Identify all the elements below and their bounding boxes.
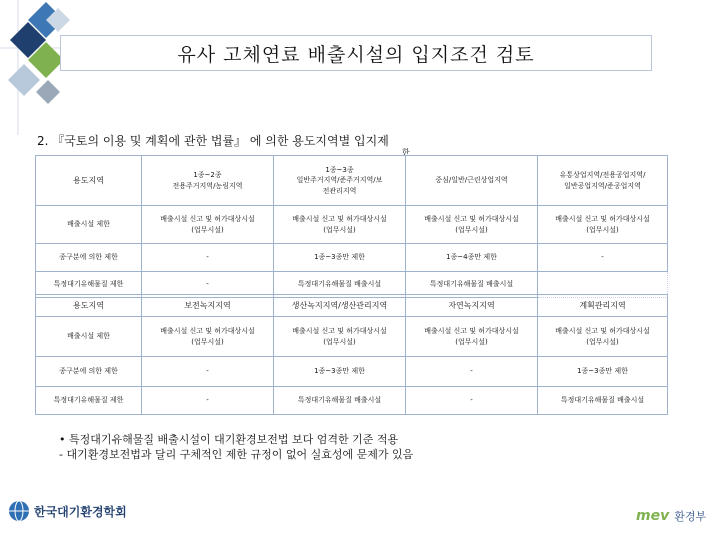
table-cell: 1종~3종만 제한 xyxy=(274,244,406,272)
globe-icon xyxy=(8,500,30,522)
table-cell: 1종~3종만 제한 xyxy=(538,357,668,387)
table-row xyxy=(36,206,668,244)
section-subtitle-tail: 한 xyxy=(402,148,410,157)
table-cell: 배출시설 신고 및 허가대상시설 (업무시설) xyxy=(274,317,406,357)
table-cell: 배출시설 신고 및 허가대상시설 (업무시설) xyxy=(538,206,668,244)
brand-logo-text: mev xyxy=(636,508,670,524)
summary-note xyxy=(59,432,413,462)
table-cell: - xyxy=(406,387,538,415)
table-cell: 배출시설 신고 및 허가대상시설 (업무시설) xyxy=(274,206,406,244)
table-header-cell: 1종~3종 일반주거지역/준주거지역/보 전관리지역 xyxy=(274,156,406,206)
table-cell: - xyxy=(538,244,668,272)
table-header-cell: 유통상업지역/전용공업지역/ 일반공업지역/준공업지역 xyxy=(538,156,668,206)
note-line-1: • 특정대기유해물질 배출시설이 대기환경보전법 보다 엄격한 기준 적용 xyxy=(59,433,399,446)
page-title: 유사 고체연료 배출시설의 입지조건 검토 xyxy=(60,35,652,71)
org-logo xyxy=(8,500,127,522)
table-header-cell: 용도지역 xyxy=(36,156,142,206)
table-cell: 특정대기유해물질 제한 xyxy=(36,387,142,415)
table-row xyxy=(36,387,668,415)
ministry-name: 환경부 xyxy=(674,510,707,523)
table-cell: 특정대기유해물질 배출시설 xyxy=(406,272,538,298)
table-cell: 1종~3종만 제한 xyxy=(274,357,406,387)
table-row xyxy=(36,357,668,387)
table-cell: 배출시설 제한 xyxy=(36,206,142,244)
table-cell: - xyxy=(142,357,274,387)
table-cell: - xyxy=(406,357,538,387)
table-cell: 특정대기유해물질 배출시설 xyxy=(274,272,406,298)
table-cell: 배출시설 제한 xyxy=(36,317,142,357)
table-cell: 배출시설 신고 및 허가대상시설 (업무시설) xyxy=(142,206,274,244)
org-name: 한국대기환경학회 xyxy=(34,504,127,519)
table-header-row xyxy=(36,295,668,317)
table-header-cell: 용도지역 xyxy=(36,295,142,317)
table-cell: 특정대기유해물질 제한 xyxy=(36,272,142,298)
table-cell: 배출시설 신고 및 허가대상시설 (업무시설) xyxy=(406,206,538,244)
table-cell: 종구분에 의한 제한 xyxy=(36,357,142,387)
table-header-cell: 보전녹지지역 xyxy=(142,295,274,317)
section-subtitle: 2. 『국토의 이용 및 계획에 관한 법률』 에 의한 용도지역별 입지제 xyxy=(37,134,389,148)
table-cell: 배출시설 신고 및 허가대상시설 (업무시설) xyxy=(142,317,274,357)
table-header-cell: 중심/일반/근린상업지역 xyxy=(406,156,538,206)
table-header-row xyxy=(36,156,668,206)
note-line-2: - 대기환경보전법과 달리 구체적인 제한 규정이 없어 실효성에 문제가 있음 xyxy=(59,448,414,461)
table-cell: - xyxy=(142,272,274,298)
ministry-logo xyxy=(636,508,706,524)
table-header-cell: 자연녹지지역 xyxy=(406,295,538,317)
table-cell: 배출시설 신고 및 허가대상시설 (업무시설) xyxy=(406,317,538,357)
table-cell: 배출시설 신고 및 허가대상시설 (업무시설) xyxy=(538,317,668,357)
table-row xyxy=(36,244,668,272)
table-cell: 특정대기유해물질 배출시설 xyxy=(274,387,406,415)
table-row xyxy=(36,317,668,357)
table-cell: 종구분에 의한 제한 xyxy=(36,244,142,272)
table-header-cell: 계획관리지역 xyxy=(538,295,668,317)
zoning-table-2 xyxy=(35,294,668,415)
table-cell: - xyxy=(142,387,274,415)
zoning-table-1 xyxy=(35,155,668,298)
table-cell: 1종~4종만 제한 xyxy=(406,244,538,272)
table-header-cell: 1종~2종 전용주거지역/농림지역 xyxy=(142,156,274,206)
table-cell: - xyxy=(142,244,274,272)
table-header-cell: 생산녹지지역/생산관리지역 xyxy=(274,295,406,317)
table-cell: 특정대기유해물질 배출시설 xyxy=(538,387,668,415)
